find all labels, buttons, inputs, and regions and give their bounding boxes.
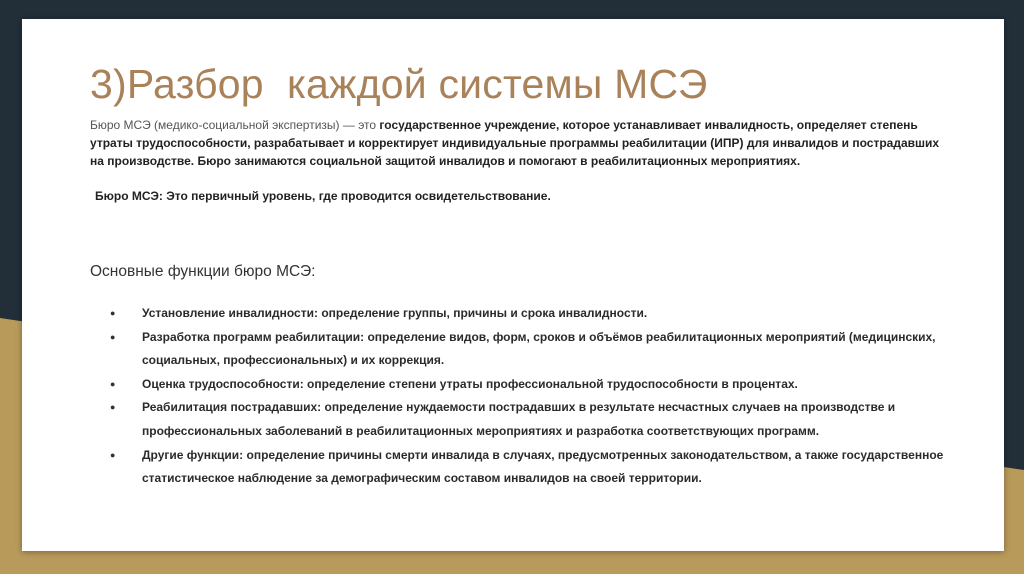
list-item [90,444,950,491]
functions-heading: Основные функции бюро МСЭ: [90,263,316,280]
list-item [90,302,950,326]
intro-body: государственное учреждение, которое устанавливает инвалидность, определяет степень утраты трудоспособности, разрабатывает и корректирует индивидуальные программы реабилитации (ИПР) для инвалидов и пострадавших на производстве. Бюро занимаются социальной защитой инвалидов и помогают в реабилитационных мероприятиях. [90,118,940,168]
bullet-icon: ● [110,331,116,342]
list-item-text: Установление инвалидности: определение группы, причины и срока инвалидности. [142,306,648,320]
slide-card [22,19,1004,551]
intro-paragraph [90,116,950,170]
list-item [90,326,950,373]
bullet-icon: ● [110,308,116,318]
list-item-text: Другие функции: определение причины смерти инвалида в случаях, предусмотренных законодательством, а также государственное статистическое наблюдение за демографическим составом инвалидов на своей территории. [142,447,944,486]
intro-lead: Бюро МСЭ (медико-социальной экспертизы) — это [90,118,377,132]
slide-title: 3)Разбор каждой системы МСЭ [90,61,708,107]
list-item [90,373,950,397]
bullet-icon: ● [110,449,116,460]
bullet-icon: ● [110,402,116,413]
primary-level-note: Бюро МСЭ: Это первичный уровень, где проводится освидетельствование. [95,189,551,203]
bullet-icon: ● [110,378,116,389]
list-item [90,396,950,443]
list-item-text: Разработка программ реабилитации: определение видов, форм, сроков и объёмов реабилитационных мероприятий (медицинских, социальных, профессиональных) и их коррекция. [142,329,936,368]
list-item-text: Оценка трудоспособности: определение степени утраты профессиональной трудоспособности в процентах. [142,376,798,391]
list-item-text: Реабилитация пострадавших: определение нуждаемости пострадавших в результате несчастных случаев на производстве и профессиональных заболеваний в реабилитационных мероприятиях и разработка соответствующих программ. [142,400,896,438]
functions-list [90,302,950,491]
